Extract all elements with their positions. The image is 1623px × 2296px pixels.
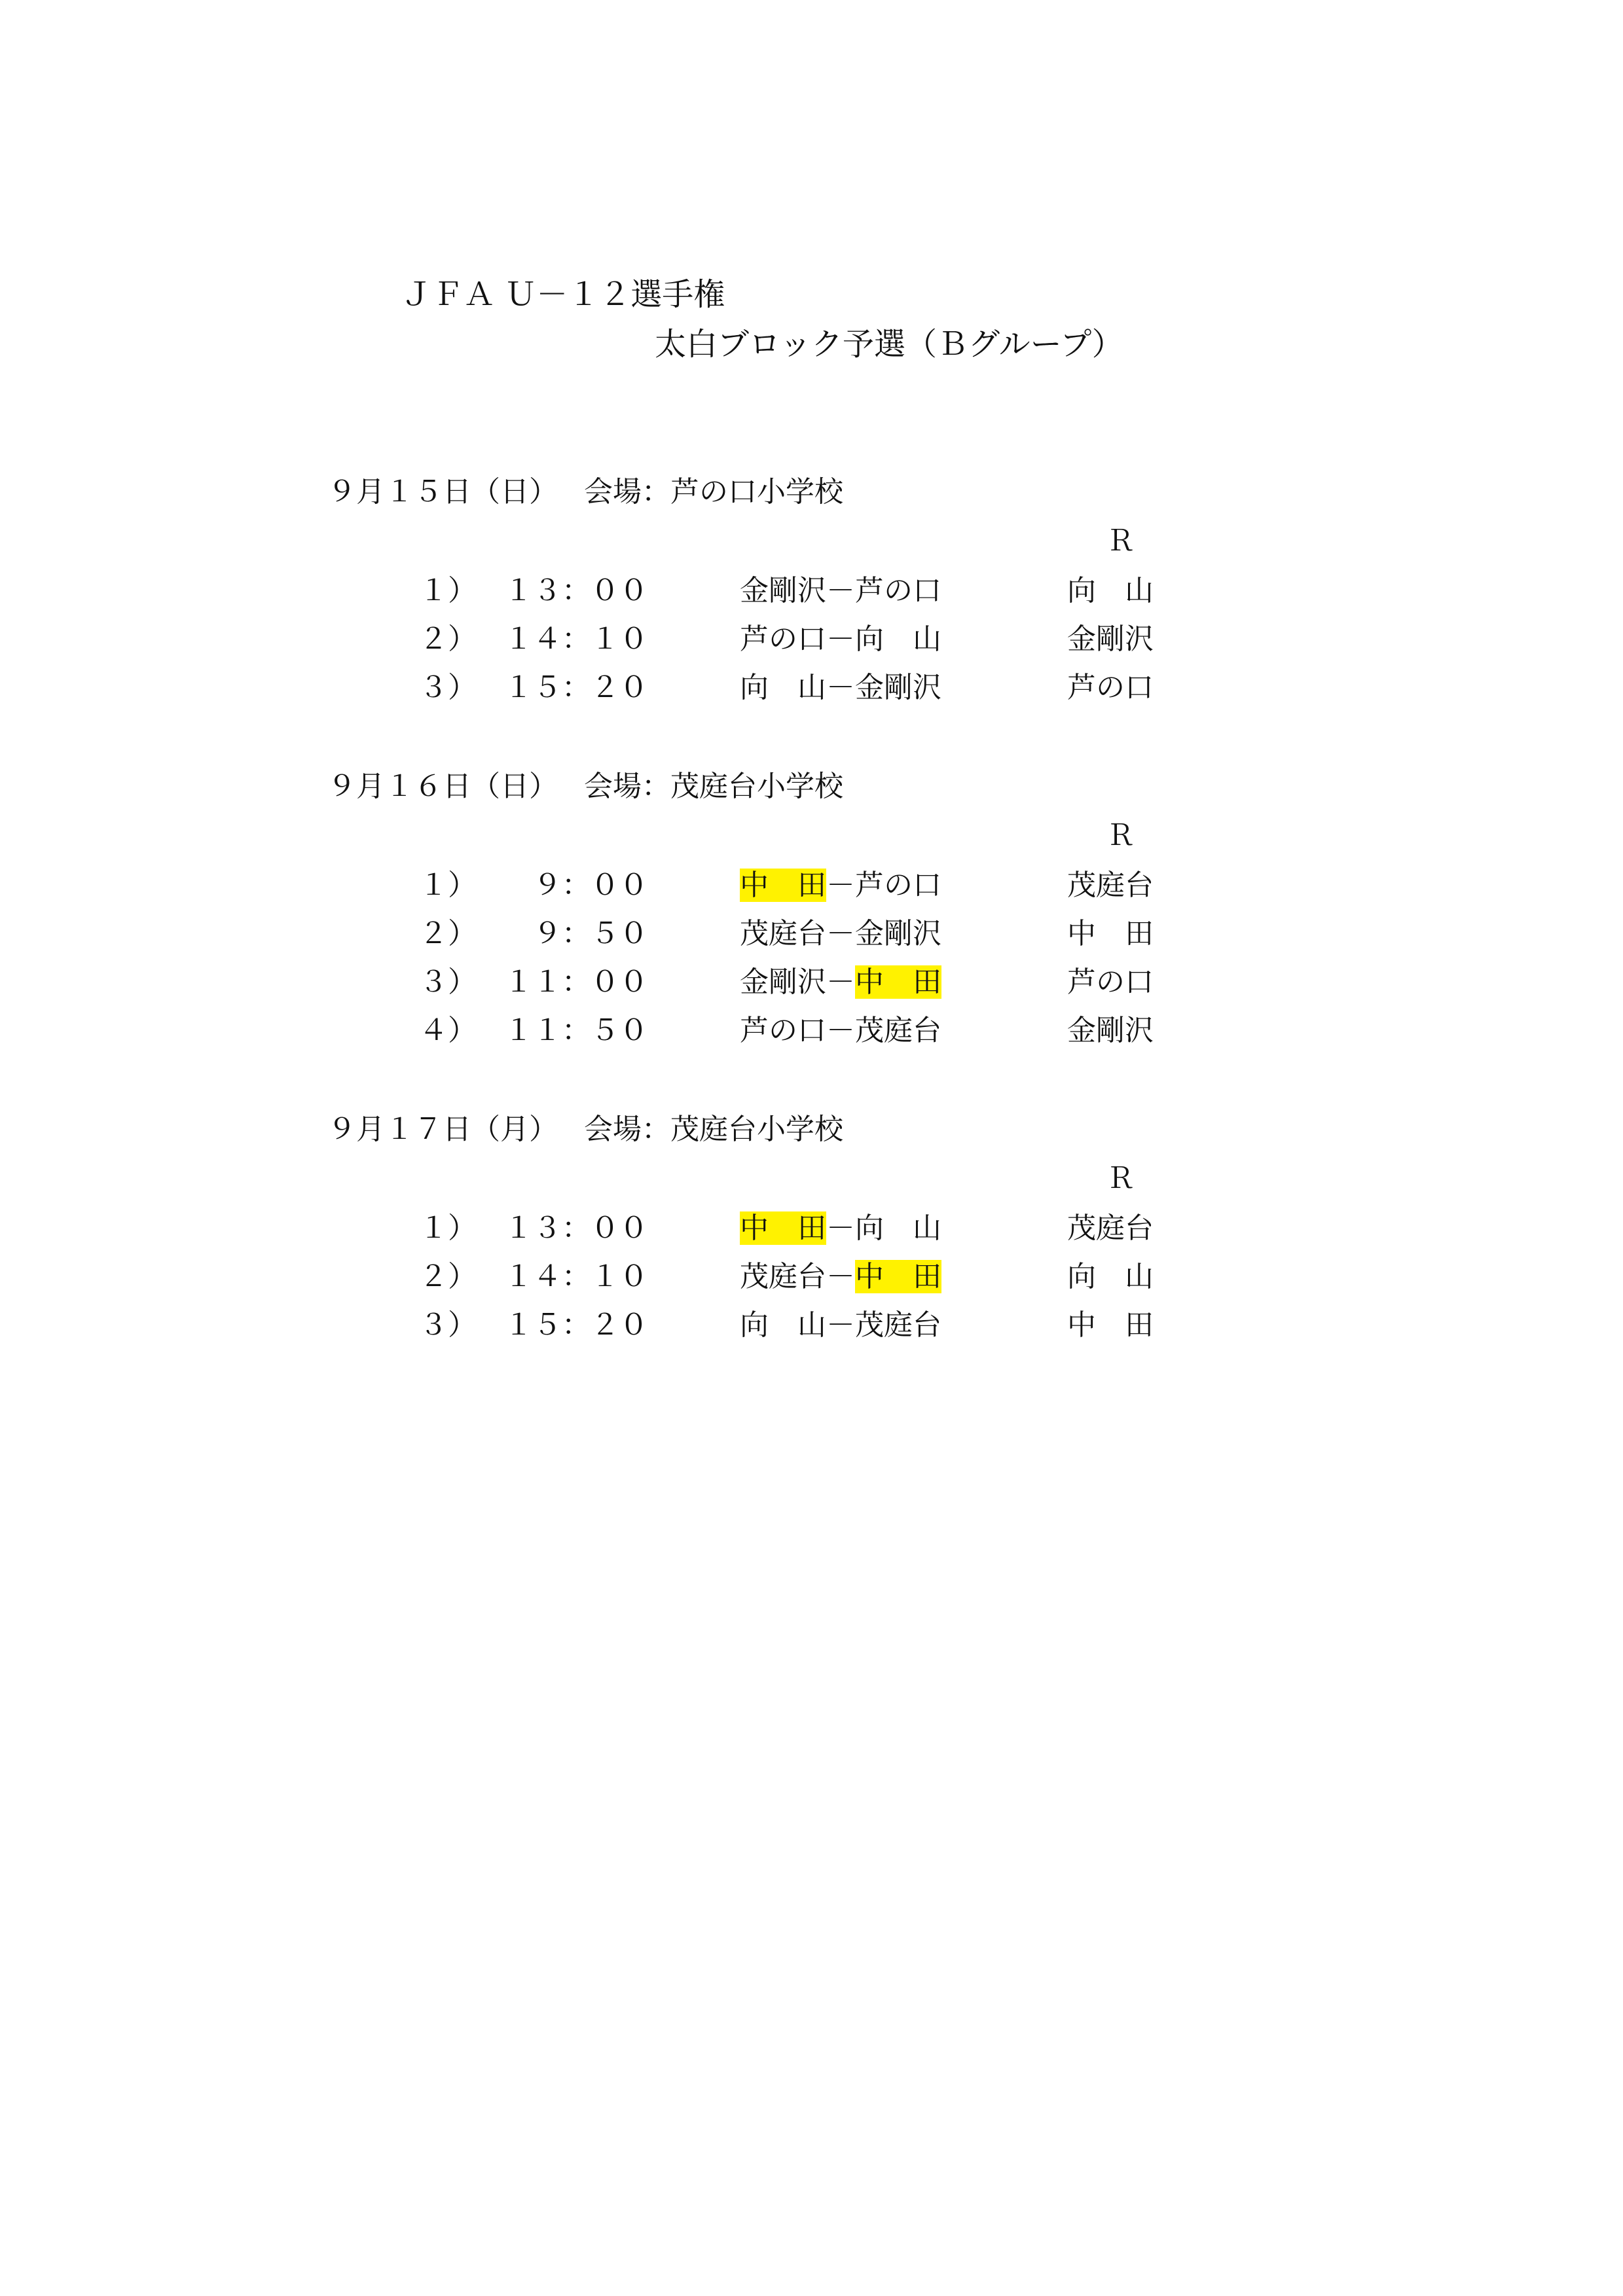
away-team: 中 田 [855,965,941,999]
match-teams [740,1011,941,1050]
match-separator: － [826,622,855,656]
match-number: ２） [419,1260,477,1293]
match-number: １） [419,1211,477,1245]
match-teams [740,1306,941,1345]
match-number: ３） [419,965,477,999]
match-time: １１：５０ [504,1014,648,1047]
match-row [0,1011,1623,1060]
match-teams [740,866,941,905]
match-separator: － [826,1211,855,1245]
day-header [327,473,843,512]
match-separator: － [826,671,855,704]
day-venue: 会場：茂庭台小学校 [584,770,843,803]
referee-team: 茂庭台 [1067,869,1154,902]
away-team: 茂庭台 [855,1014,941,1047]
document-title: ＪＦＡ Ｕ－１２選手権 [401,276,725,313]
away-team: 芦の口 [855,574,941,607]
match-time: １３：００ [504,1211,648,1245]
referee-column-header: Ｒ [1106,819,1135,852]
day-header [327,767,843,806]
match-time: １４：１０ [504,622,648,656]
match-time: ９：００ [533,869,648,902]
match-teams [740,1257,941,1297]
day-header [327,1110,843,1149]
match-teams [740,914,941,954]
day-date: ９月１５日（日） [327,475,558,509]
home-team: 向 山 [740,671,826,704]
match-row [0,668,1623,717]
match-time: １５：２０ [504,671,648,704]
referee-column-header: Ｒ [1106,1162,1135,1195]
match-row [0,620,1623,668]
home-team: 金剛沢 [740,965,826,999]
match-teams [740,571,941,611]
match-separator: － [826,1260,855,1293]
day-venue: 会場：芦の口小学校 [584,475,843,509]
away-team: 金剛沢 [855,671,941,704]
match-row [0,1257,1623,1306]
match-number: ４） [419,1014,477,1047]
match-separator: － [826,574,855,607]
referee-team: 茂庭台 [1067,1211,1154,1245]
away-team: 芦の口 [855,869,941,902]
match-separator: － [826,965,855,999]
home-team: 金剛沢 [740,574,826,607]
match-row [0,1306,1623,1354]
match-teams [740,668,941,708]
home-team: 芦の口 [740,622,826,656]
referee-team: 芦の口 [1067,671,1154,704]
match-row [0,571,1623,620]
referee-column-header: Ｒ [1106,524,1135,558]
match-number: ３） [419,671,477,704]
away-team: 茂庭台 [855,1308,941,1342]
match-separator: － [826,869,855,902]
match-separator: － [826,1308,855,1342]
match-separator: － [826,917,855,950]
referee-team: 金剛沢 [1067,622,1154,656]
referee-team: 中 田 [1067,1308,1154,1342]
home-team: 中 田 [740,1211,826,1245]
home-team: 芦の口 [740,1014,826,1047]
match-row [0,963,1623,1011]
match-row [0,914,1623,963]
away-team: 金剛沢 [855,917,941,950]
match-time: １５：２０ [504,1308,648,1342]
match-number: １） [419,869,477,902]
match-number: ２） [419,622,477,656]
match-time: ９：５０ [533,917,648,950]
referee-team: 向 山 [1067,574,1154,607]
referee-team: 芦の口 [1067,965,1154,999]
match-separator: － [826,1014,855,1047]
match-number: ３） [419,1308,477,1342]
match-number: １） [419,574,477,607]
match-row [0,1209,1623,1257]
referee-team: 向 山 [1067,1260,1154,1293]
match-teams [740,963,941,1002]
home-team: 茂庭台 [740,917,826,950]
match-time: １４：１０ [504,1260,648,1293]
match-time: １３：００ [504,574,648,607]
day-date: ９月１６日（日） [327,770,558,803]
match-teams [740,1209,941,1248]
document-subtitle: 太白ブロック予選（Ｂグループ） [655,326,1123,363]
away-team: 向 山 [855,1211,941,1245]
away-team: 中 田 [855,1260,941,1293]
away-team: 向 山 [855,622,941,656]
home-team: 茂庭台 [740,1260,826,1293]
home-team: 中 田 [740,869,826,902]
match-number: ２） [419,917,477,950]
match-row [0,866,1623,914]
match-teams [740,620,941,659]
day-date: ９月１７日（月） [327,1113,558,1146]
home-team: 向 山 [740,1308,826,1342]
referee-team: 中 田 [1067,917,1154,950]
day-venue: 会場：茂庭台小学校 [584,1113,843,1146]
match-time: １１：００ [504,965,648,999]
referee-team: 金剛沢 [1067,1014,1154,1047]
